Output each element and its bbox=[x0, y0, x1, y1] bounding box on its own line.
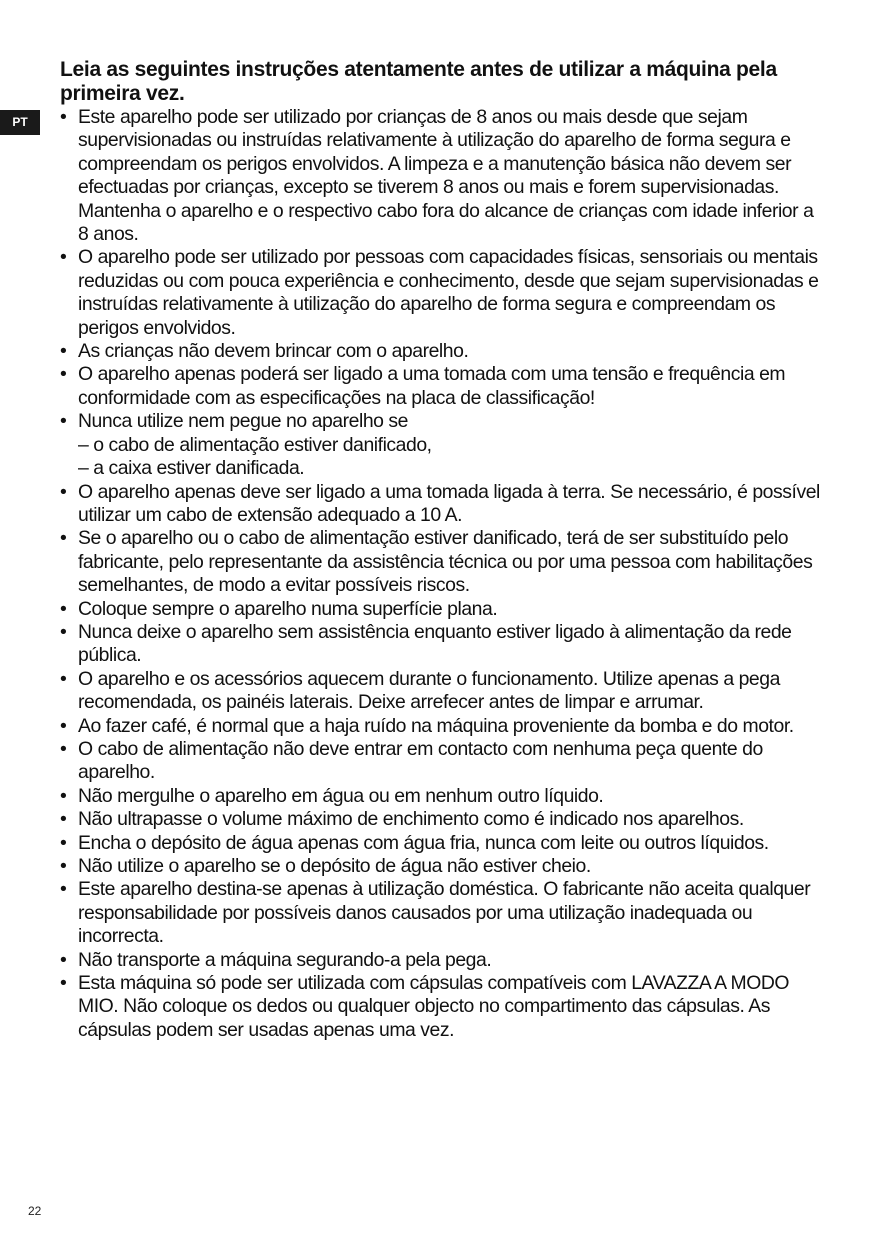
sub-item: – a caixa estiver danificada. bbox=[78, 457, 305, 480]
list-item: • O aparelho apenas poderá ser ligado a uma tomada com uma tensão e frequência em conformidade com as especificações na placa de classificação! bbox=[60, 363, 825, 410]
list-item: • O aparelho apenas deve ser ligado a uma tomada ligada à terra. Se necessário, é possível utilizar um cabo de extensão adequado a 10 A. bbox=[60, 481, 825, 528]
list-item: • Encha o depósito de água apenas com água fria, nunca com leite ou outros líquidos. bbox=[60, 832, 825, 855]
list-item: • Este aparelho destina-se apenas à utilização doméstica. O fabricante não aceita qualquer responsabilidade por possíveis danos causados por uma utilização inadequada ou incorrecta. bbox=[60, 878, 825, 948]
list-item: • Não utilize o aparelho se o depósito de água não estiver cheio. bbox=[60, 855, 825, 878]
list-item: • Não ultrapasse o volume máximo de enchimento como é indicado nos aparelhos. bbox=[60, 808, 825, 831]
instructions-heading: Leia as seguintes instruções atentamente antes de utilizar a máquina pela primeira vez. bbox=[60, 58, 777, 105]
list-item: • O aparelho pode ser utilizado por pessoas com capacidades físicas, sensoriais ou mentais reduzidas ou com pouca experiência e conhecimento, desde que sejam supervisionadas e instruídas relativamente à utilização do aparelho de forma segura e compreendam os perigos envolvidos. bbox=[60, 246, 825, 340]
list-item bbox=[60, 410, 825, 480]
list-item: • Se o aparelho ou o cabo de alimentação estiver danificado, terá de ser substituído pelo fabricante, pelo representante da assistência técnica ou por uma pessoa com habilitações semelhantes, de modo a evitar possíveis riscos. bbox=[60, 527, 825, 597]
instructions-section bbox=[60, 58, 825, 1042]
list-item: • Não mergulhe o aparelho em água ou em nenhum outro líquido. bbox=[60, 785, 825, 808]
list-item: • Este aparelho pode ser utilizado por crianças de 8 anos ou mais desde que sejam supervisionadas ou instruídas relativamente à utilização do aparelho de forma segura e compreendam os perigos envolvidos. A limpeza e a manutenção básica não devem ser efectuadas por crianças, excepto se tiverem 8 anos ou mais e forem supervisionadas. Mantenha o aparelho e o respectivo cabo fora do alcance de crianças com idade inferior a 8 anos. bbox=[60, 106, 825, 246]
list-item: • Ao fazer café, é normal que a haja ruído na máquina proveniente da bomba e do motor. bbox=[60, 715, 825, 738]
list-item: • O cabo de alimentação não deve entrar em contacto com nenhuma peça quente do aparelho. bbox=[60, 738, 825, 785]
list-item: • Não transporte a máquina segurando-a pela pega. bbox=[60, 949, 825, 972]
list-item: • As crianças não devem brincar com o aparelho. bbox=[60, 340, 825, 363]
list-item: • O aparelho e os acessórios aquecem durante o funcionamento. Utilize apenas a pega recomendada, os painéis laterais. Deixe arrefecer antes de limpar e arrumar. bbox=[60, 668, 825, 715]
page-number: 22 bbox=[28, 1204, 42, 1218]
list-item-text: • Nunca utilize nem pegue no aparelho se bbox=[78, 410, 409, 433]
list-item: • Esta máquina só pode ser utilizada com cápsulas compatíveis com LAVAZZA A MODO MIO. Não coloque os dedos ou qualquer objecto no compartimento das cápsulas. As cápsulas podem ser usadas apenas uma vez. bbox=[60, 972, 825, 1042]
list-item: • Coloque sempre o aparelho numa superfície plana. bbox=[60, 598, 825, 621]
sub-item: – o cabo de alimentação estiver danificado, bbox=[78, 433, 432, 456]
safety-rules-list bbox=[60, 106, 825, 1042]
list-item: • Nunca deixe o aparelho sem assistência enquanto estiver ligado à alimentação da rede pública. bbox=[60, 621, 825, 668]
language-tab: PT bbox=[0, 110, 40, 135]
